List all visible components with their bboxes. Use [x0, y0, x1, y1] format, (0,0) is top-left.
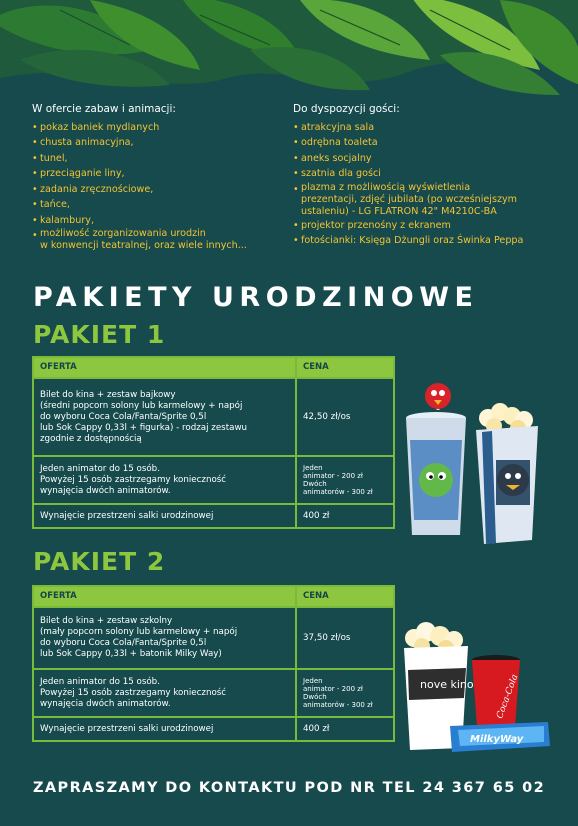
- offer-line: wynajęcia dwóch animatorów.: [40, 698, 171, 709]
- offer-cell: Wynajęcie przestrzeni salki urodzinowej: [33, 717, 296, 741]
- column-header-price: CENA: [296, 586, 394, 607]
- list-item: [293, 182, 563, 218]
- offer-line: Jeden animator do 15 osób.: [40, 463, 160, 474]
- guests-title: Do dyspozycji gości:: [293, 103, 400, 115]
- list-item: • pokaz baniek mydlanych: [32, 120, 287, 136]
- guests-column: [293, 102, 563, 249]
- price-cell: 400 zł: [296, 717, 394, 741]
- popcorn-box-icon: [476, 426, 538, 544]
- offer-line: do wyboru Coca Cola/Fanta/Sprite 0,5l: [40, 411, 207, 422]
- jungle-leaves-header: [0, 0, 578, 95]
- offer-line: lub Sok Cappy 0,33l + figurka) - rodzaj zestawu: [40, 422, 248, 433]
- offer-line: zgodnie z dostępnością: [40, 433, 142, 444]
- list-item: • chusta animacyjna,: [32, 135, 287, 151]
- list-item: • tunel,: [32, 151, 287, 167]
- main-title: PAKIETY URODZINOWE: [33, 282, 479, 313]
- offer-cell: [33, 378, 296, 456]
- price-cell: [296, 456, 394, 504]
- list-item: [32, 228, 287, 252]
- list-item: • projektor przenośny z ekranem: [293, 218, 563, 234]
- popcorn-brand-label: nove kino: [420, 678, 474, 691]
- column-header-price: CENA: [296, 357, 394, 378]
- table-header-row: [33, 586, 394, 607]
- offer-line: Powyżej 15 osób zastrzegamy konieczność: [40, 687, 227, 698]
- offer-line: (mały popcorn solony lub karmelowy + napój: [40, 627, 238, 637]
- table-row: [33, 378, 394, 456]
- list-item: • przeciąganie liny,: [32, 166, 287, 182]
- list-item: • tańce,: [32, 197, 287, 213]
- offer-line: Bilet do kina + zestaw szkolny: [40, 616, 173, 626]
- table-row: [33, 504, 394, 528]
- list-item: • odrębna toaleta: [293, 135, 563, 151]
- price-cell: 400 zł: [296, 504, 394, 528]
- package-2-table: [32, 585, 395, 742]
- offer-line: (średni popcorn solony lub karmelowy + napój: [40, 400, 243, 411]
- table-row: [33, 456, 394, 504]
- cup-icon: [406, 412, 466, 535]
- price-line: Dwóch: [303, 693, 327, 701]
- table-row: [33, 607, 394, 669]
- price-line: Jeden: [303, 677, 323, 685]
- offer-line: do wyboru Coca Cola/Fanta/Sprite 0,5l: [40, 638, 207, 648]
- price-line: animatorów - 300 zł: [303, 488, 373, 496]
- milky-way-label: MilkyWay: [470, 734, 524, 745]
- table-header-row: [33, 357, 394, 378]
- offer-cell: [33, 456, 296, 504]
- column-header-offer: OFERTA: [33, 586, 296, 607]
- offer-cell: [33, 669, 296, 717]
- price-cell: [296, 669, 394, 717]
- offer-line: wynajęcia dwóch animatorów.: [40, 485, 171, 496]
- price-cell: 37,50 zł/os: [296, 607, 394, 669]
- offer-line: lub Sok Cappy 0,33l + batonik Milky Way): [40, 649, 222, 659]
- offer-cell: Wynajęcie przestrzeni salki urodzinowej: [33, 504, 296, 528]
- offer-line: Bilet do kina + zestaw bajkowy: [40, 389, 176, 400]
- price-cell: 42,50 zł/os: [296, 378, 394, 456]
- offer-cell: [33, 607, 296, 669]
- list-item: • atrakcyjna sala: [293, 120, 563, 136]
- price-line: animator - 200 zł: [303, 472, 363, 480]
- price-line: animator - 200 zł: [303, 685, 363, 693]
- package-2-title: PAKIET 2: [33, 547, 166, 576]
- angry-bird-figure-icon: [425, 383, 451, 410]
- contact-line: ZAPRASZAMY DO KONTAKTU POD NR TEL 24 367 65 02: [33, 780, 546, 796]
- price-line: Dwóch: [303, 480, 327, 488]
- list-item: • aneks socjalny: [293, 151, 563, 167]
- column-header-offer: OFERTA: [33, 357, 296, 378]
- milky-way-bar-icon: [450, 722, 550, 752]
- list-item-line: w konwencji teatralnej, oraz wiele innych...: [40, 240, 247, 251]
- package-1-table: [32, 356, 395, 529]
- list-item-line: • plazma z możliwością wyświetlenia: [301, 181, 471, 193]
- offer-list: [32, 120, 287, 253]
- table-row: [33, 669, 394, 717]
- offer-column: [32, 102, 287, 252]
- package-1-title: PAKIET 1: [33, 320, 166, 349]
- list-item: • zadania zręcznościowe,: [32, 182, 287, 198]
- guests-list: [293, 120, 563, 249]
- list-item: • szatnia dla gości: [293, 166, 563, 182]
- offer-title: W ofercie zabaw i animacji:: [32, 103, 176, 115]
- list-item-line: prezentacji, zdjęć jubilata (po wcześniejszym: [301, 193, 518, 205]
- list-item: • kalambury,: [32, 213, 287, 229]
- list-item: • fotościanki: Księga Dżungli oraz Świnka Peppa: [293, 233, 563, 249]
- price-line: animatorów - 300 zł: [303, 701, 373, 709]
- offer-line: Jeden animator do 15 osób.: [40, 676, 160, 687]
- list-item-line: • możliwość zorganizowania urodzin: [40, 228, 206, 239]
- offer-line: Powyżej 15 osób zastrzegamy konieczność: [40, 474, 227, 485]
- price-line: Jeden: [303, 464, 323, 472]
- cola-label: Coca-Cola: [495, 673, 521, 721]
- table-row: [33, 717, 394, 741]
- package-2-product-illustration: [398, 620, 570, 760]
- package-1-product-illustration: [398, 380, 568, 550]
- list-item-line: ustaleniu) - LG FLATRON 42" M4210C-BA: [301, 205, 497, 217]
